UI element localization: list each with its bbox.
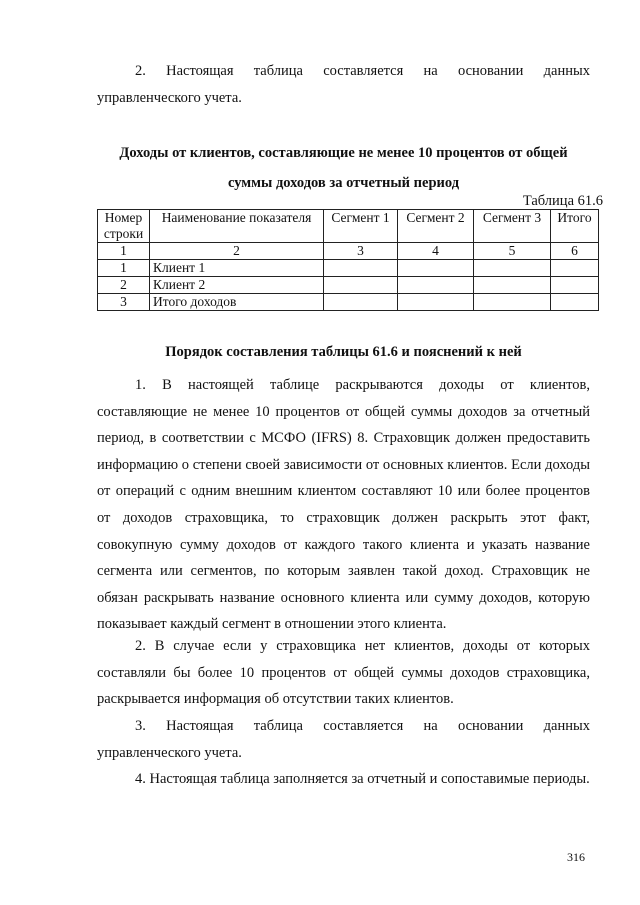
paragraph-4: 4. Настоящая таблица заполняется за отчетный и сопоставимые периоды. bbox=[135, 771, 590, 787]
row-segment-3-cell bbox=[474, 277, 551, 294]
row-total-cell bbox=[551, 277, 599, 294]
header-segment-3: Сегмент 3 bbox=[474, 210, 551, 243]
header-indicator-name: Наименование показателя bbox=[150, 210, 324, 243]
row-segment-3-cell bbox=[474, 260, 551, 277]
table-header-row bbox=[98, 210, 599, 243]
paragraph-3: 3. Настоящая таблица составляется на основании данных управленческого учета. bbox=[97, 718, 590, 761]
column-number: 3 bbox=[324, 243, 398, 260]
table-title-line1: Доходы от клиентов, составляющие не менее 10 процентов от общей bbox=[119, 145, 568, 161]
row-name: Клиент 1 bbox=[150, 260, 324, 277]
section-heading: Порядок составления таблицы 61.6 и пояснений к ней bbox=[165, 344, 522, 360]
row-total-cell bbox=[551, 260, 599, 277]
row-number: 1 bbox=[98, 260, 150, 277]
row-segment-1-cell bbox=[324, 260, 398, 277]
row-segment-1-cell bbox=[324, 294, 398, 311]
row-segment-2-cell bbox=[398, 277, 474, 294]
paragraph-1: 1. В настоящей таблице раскрываются доходы от клиентов, составляющие не менее 10 процентов от общей суммы доходов за отчетный период, в соответствии с МСФО (IFRS) 8. Страховщик должен предоставить информацию о степени своей зависимости от основных клиентов. Если доходы от операций с одним внешним клиентом составляют 10 или более процентов от доходов страховщика, то страховщик должен раскрыть этот факт, совокупную сумму доходов от каждого такого клиента и указать название сегмента или сегментов, по которым заявлен такой доход. Страховщик не обязан раскрывать название основного клиента или сумму доходов, которую показывает каждый сегмент в отношении этого клиента. bbox=[97, 377, 590, 633]
row-segment-1-cell bbox=[324, 277, 398, 294]
column-number: 2 bbox=[150, 243, 324, 260]
table-title bbox=[97, 138, 590, 198]
clients-revenue-table bbox=[97, 209, 599, 311]
column-number: 4 bbox=[398, 243, 474, 260]
table-row bbox=[98, 294, 599, 311]
header-row-number: Номер строки bbox=[98, 210, 150, 243]
row-total-cell bbox=[551, 294, 599, 311]
page-number: 316 bbox=[567, 850, 585, 864]
row-number: 3 bbox=[98, 294, 150, 311]
header-segment-1: Сегмент 1 bbox=[324, 210, 398, 243]
row-name: Итого доходов bbox=[150, 294, 324, 311]
row-segment-2-cell bbox=[398, 294, 474, 311]
table-row bbox=[98, 277, 599, 294]
paragraph-2: 2. В случае если у страховщика нет клиентов, доходы от которых составляли бы более 10 процентов от общей суммы доходов страховщика, раскрывается информация об отсутствии таких клиентов. bbox=[97, 638, 590, 708]
intro-paragraph: 2. Настоящая таблица составляется на основании данных управленческого учета. bbox=[97, 63, 590, 106]
row-name: Клиент 2 bbox=[150, 277, 324, 294]
row-segment-2-cell bbox=[398, 260, 474, 277]
header-total: Итого bbox=[551, 210, 599, 243]
table-row bbox=[98, 260, 599, 277]
row-number: 2 bbox=[98, 277, 150, 294]
column-number: 5 bbox=[474, 243, 551, 260]
table-title-line2: суммы доходов за отчетный период bbox=[227, 175, 460, 191]
table-column-numbers-row bbox=[98, 243, 599, 260]
column-number: 1 bbox=[98, 243, 150, 260]
row-segment-3-cell bbox=[474, 294, 551, 311]
table-caption: Таблица 61.6 bbox=[522, 193, 603, 209]
header-segment-2: Сегмент 2 bbox=[398, 210, 474, 243]
column-number: 6 bbox=[551, 243, 599, 260]
